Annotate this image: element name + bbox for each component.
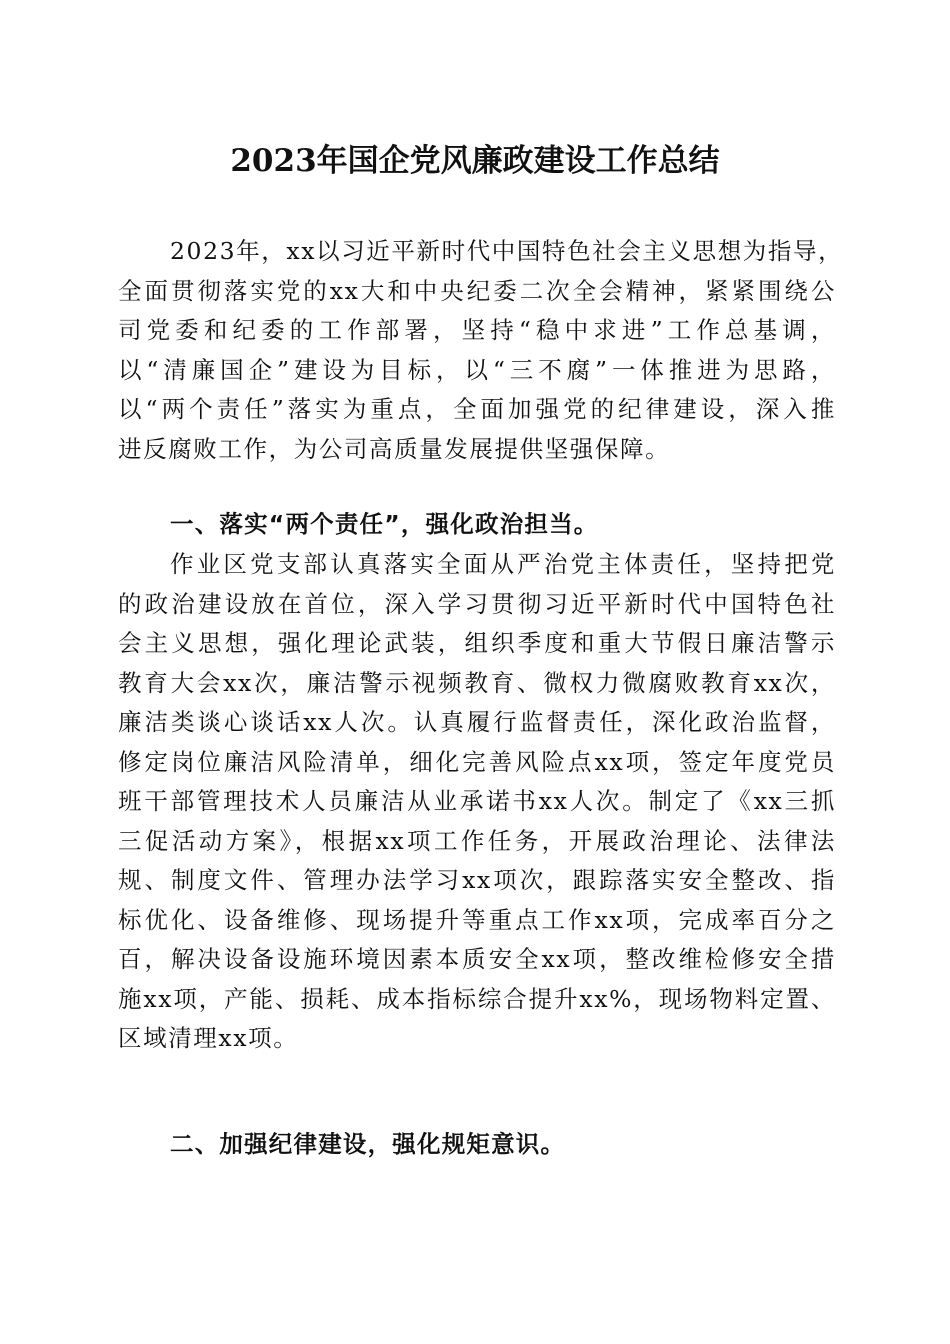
paragraph-line: 修定岗位廉洁风险清单，细化完善风险点xx项，签定年度党员 [118,747,836,776]
paragraph-line: 标优化、设备维修、现场提升等重点工作xx项，完成率百分之 [118,905,836,934]
document-title: 2023年国企党风廉政建设工作总结 [230,143,720,179]
paragraph-line: 的政治建设放在首位，深入学习贯彻习近平新时代中国特色社 [118,589,836,618]
paragraph-line: 以“清廉国企”建设为目标，以“三不腐”一体推进为思路， [118,355,836,384]
paragraph-line: 三促活动方案》，根据xx项工作任务，开展政治理论、法律法 [118,826,836,855]
paragraph-line: 区域清理xx项。 [118,1024,299,1052]
section-1-paragraph [118,545,836,1059]
paragraph-line: 进反腐败工作，为公司高质量发展提供坚强保障。 [118,434,671,463]
paragraph-line: 规、制度文件、管理办法学习xx项次，跟踪落实安全整改、指 [118,866,836,894]
paragraph-line: 教育大会xx次，廉洁警示视频教育、微权力微腐败教育xx次， [118,668,836,697]
paragraph-line: 廉洁类谈心谈话xx人次。认真履行监督责任，深化政治监督， [118,708,836,736]
intro-paragraph [118,232,844,469]
paragraph-line: 百，解决设备设施环境因素本质安全xx项，整改维检修安全措 [118,945,836,973]
paragraph-line: 司党委和纪委的工作部署，坚持“稳中求进”工作总基调， [118,316,836,344]
paragraph-line: 全面贯彻落实党的xx大和中央纪委二次全会精神，紧紧围绕公 [118,276,836,305]
paragraph-line: 施xx项，产能、损耗、成本指标综合提升xx%，现场物料定置、 [118,984,836,1013]
paragraph-line: 会主义思想，强化理论武装，组织季度和重大节假日廉洁警示 [118,629,836,657]
section-heading-1: 一、落实“两个责任”，强化政治担当。 [170,510,599,538]
paragraph-line: 作业区党支部认真落实全面从严治党主体责任，坚持把党 [170,550,836,578]
paragraph-line: 班干部管理技术人员廉洁从业承诺书xx人次。制定了《xx三抓 [118,787,836,815]
paragraph-line: 以“两个责任”落实为重点，全面加强党的纪律建设，深入推 [118,395,836,423]
section-heading-2: 二、加强纪律建设，强化规矩意识。 [170,1130,566,1158]
paragraph-line: 2023年，xx以习近平新时代中国特色社会主义思想为指导， [170,237,844,265]
